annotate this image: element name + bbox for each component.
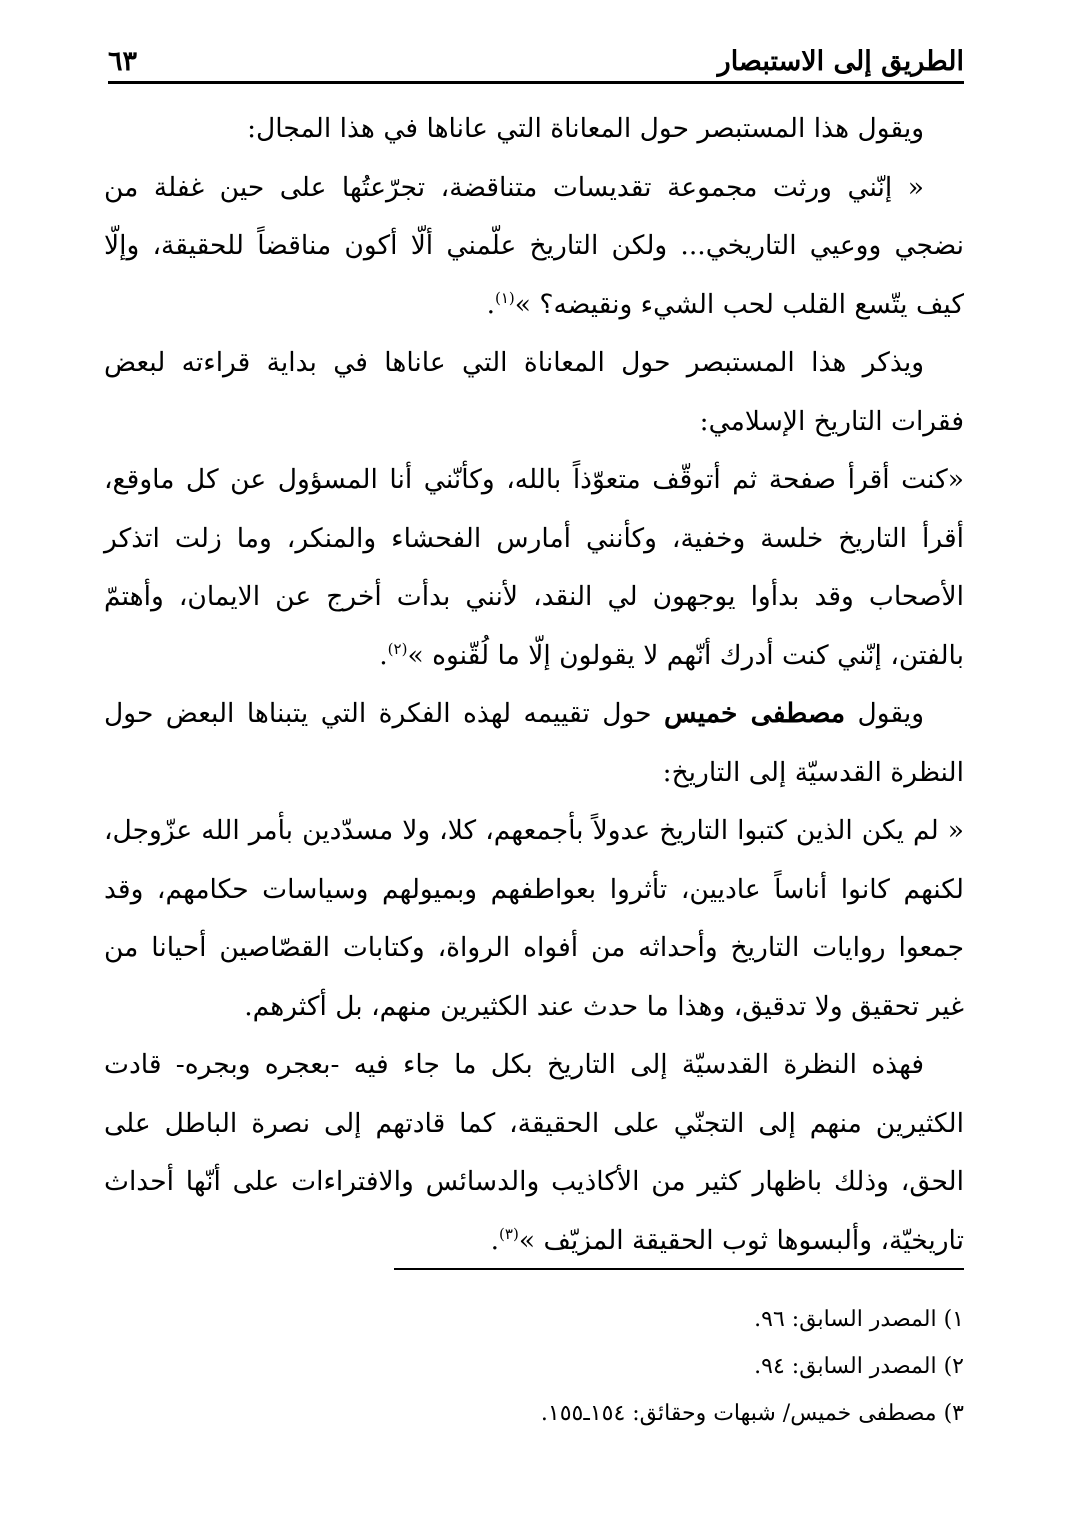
paragraph-text-after: حول تقييمه لهذه الفكرة التي يتبناها البعض حول النظرة القدسيّة إلى التاريخ: [104, 698, 964, 788]
quote-end: . [379, 639, 388, 671]
paragraph-text: ويقول هذا المستبصر حول المعاناة التي عاناها في هذا المجال: [247, 113, 924, 144]
paragraph-intro-2 [104, 334, 964, 451]
quote-text: « إنّني ورثت مجموعة تقديسات متناقضة، تجرّعتُها على حين غفلة من نضجي ووعيي التاريخي... ولكن التاريخ علّمني ألّا أكون مناقضاً للحقيقة، وإلّا كيف يتّسع القلب لحب الشيء ونقيضه؟ » [104, 171, 964, 320]
quote-end: . [486, 288, 495, 320]
paragraph-intro-1 [104, 100, 964, 159]
quote-text: فهذه النظرة القدسيّة إلى التاريخ بكل ما جاء فيه -بعجره وبجره- قادت الكثيرين منهم إلى التجنّي على الحقيقة، كما قادتهم إلى نصرة الباطل على الحق، وذلك باظهار كثير من الأكاذيب والدسائس والافتراءات على أنّها أحداث تاريخيّة، وألبسوها ثوب الحقيقة المزيّف » [104, 1049, 964, 1256]
quote-3-part-2 [104, 1036, 964, 1270]
page-number: ٦٣ [108, 46, 138, 77]
body-text [104, 100, 964, 1270]
paragraph-text-before: ويقول [845, 698, 924, 729]
footnotes [108, 1296, 964, 1437]
footnote-ref-2: (٢) [387, 639, 408, 658]
running-title: الطريق إلى الاستبصار [717, 46, 964, 77]
quote-2 [104, 451, 964, 685]
footnote-3: ٣) مصطفى خميس/ شبهات وحقائق: ١٥٤ـ١٥٥. [540, 1401, 964, 1426]
quote-end: . [490, 1224, 500, 1256]
paragraph-text: ويذكر هذا المستبصر حول المعاناة التي عاناها في بداية قراءته لبعض فقرات التاريخ الإسلامي: [104, 347, 964, 437]
footnote-ref-3: (٣) [499, 1224, 519, 1243]
paragraph-intro-3 [104, 685, 964, 802]
footnote-divider [394, 1268, 964, 1270]
running-header [108, 40, 964, 84]
author-name: مصطفى خميس [663, 698, 846, 729]
quote-3-part-1 [104, 802, 964, 1036]
quote-text: «كنت أقرأ صفحة ثم أتوقّف متعوّذاً بالله، وكأنّني أنا المسؤول عن كل ماوقع، أقرأ التاريخ خلسة وخفية، وكأنني أمارس الفحشاء والمنكر، وما زلت اتذكر الأصحاب وقد بدأوا يوجهون لي النقد، لأنني بدأت أخرج عن الايمان، وأهتمّ بالفتن، إنّني كنت أدرك أنّهم لا يقولون إلّا ما لُقّنوه » [104, 464, 964, 671]
quote-1 [104, 159, 964, 335]
quote-text: « لم يكن الذين كتبوا التاريخ عدولاً بأجمعهم، كلا، ولا مسدّدين بأمر الله عزّوجل، لكنهم كانوا أناساً عاديين، تأثروا بعواطفهم وبميولهم وسياسات حكامهم، وقد جمعوا روايات التاريخ وأحداثه من أفواه الرواة، وكتابات القصّاصين أحيانا من غير تحقيق ولا تدقيق، وهذا ما حدث عند الكثيرين منهم، بل أكثرهم. [104, 815, 964, 1022]
footnote-2: ٢) المصدر السابق: ٩٤. [754, 1354, 964, 1379]
footnote-1: ١) المصدر السابق: ٩٦. [754, 1307, 964, 1332]
footnote-ref-1: (١) [495, 288, 515, 307]
